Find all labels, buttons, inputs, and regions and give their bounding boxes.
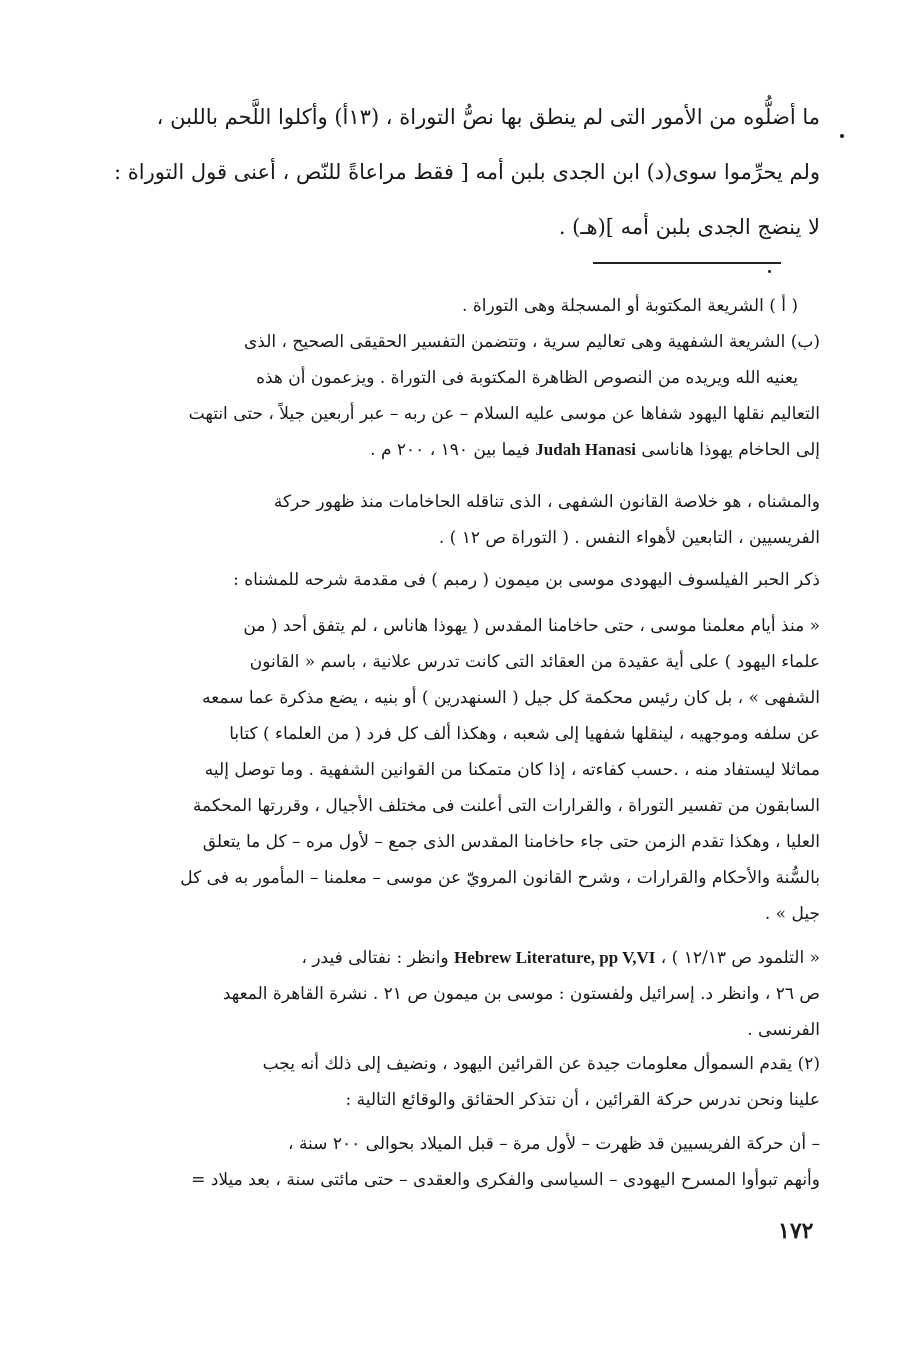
main-line: ما أضلُّوه من الأمور التى لم ينطق بها نصُّ التوراة ، (١٣أ) وأكلوا اللَّحم باللبن ،: [156, 105, 820, 129]
maimonides-intro-line: ذكر الحبر الفيلسوف اليهودى موسى بن ميمون ( رمبم ) فى مقدمة شرحه للمشناه :: [233, 570, 820, 590]
quote-line: السابقون من تفسير التوراة ، والقرارات التى أعلنت فى مختلف الأجيال ، وقررتها المحكمة: [192, 796, 820, 816]
footnote-b-line: التعاليم نقلها اليهود شفاها عن موسى عليه السلام – عن ربه – عبر أربعين جيلاً ، حتى انتهت: [188, 404, 820, 424]
footnote-b-last-line: [108, 432, 820, 468]
note-2: [108, 1046, 820, 1118]
footnote-b-last-arabic-end: فيما بين ١٩٠ ، ٢٠٠ م .: [370, 440, 530, 460]
reference-line: الفرنسى .: [747, 1020, 820, 1040]
reference-first-line: [108, 940, 820, 976]
point-line: – أن حركة الفريسيين قد ظهرت – لأول مرة – قبل الميلاد بحوالى ٢٠٠ سنة ،: [288, 1134, 820, 1154]
quote-line: « منذ أيام معلمنا موسى ، حتى حاخامنا المقدس ( يهوذا هاناس ، لم يتفق أحد ( من: [243, 616, 820, 636]
quote-line: بالسُّنة والأحكام والقرارات ، وشرح القانون المرويّ عن موسى – معلمنا – المأمور به فى كل: [180, 868, 820, 888]
footnote-b-last-arabic: إلى الحاخام يهوذا هاناسى: [641, 440, 820, 460]
mishnah-line: والمشناه ، هو خلاصة القانون الشفهى ، الذى تناقله الحاخامات منذ ظهور حركة: [273, 492, 820, 512]
main-line: ولم يحرِّموا سوى(د) ابن الجدى بلبن أمه [ فقط مراعاةً للنّص ، أعنى قول التوراة :: [114, 160, 820, 184]
page-number: ١٧٢: [778, 1218, 814, 1244]
footnote-separator: [593, 262, 781, 264]
maimonides-quote: [108, 608, 820, 932]
reference-line: ص ٢٦ ، وانظر د. إسرائيل ولفستون : موسى بن ميمون ص ٢١ . نشرة القاهرة المعهد: [222, 984, 820, 1004]
quote-line: علماء اليهود ) على أية عقيدة من العقائد التى كانت تدرس علانية ، باسم « القانون: [249, 652, 820, 672]
quote-line: جيل » .: [764, 904, 820, 924]
reference-arabic-end: وانظر : نفتالى فيدر ،: [301, 948, 449, 968]
hebrew-literature-latin: Hebrew Literature, pp V,VI: [454, 948, 656, 967]
footnote-a: ( أ ) الشريعة المكتوبة أو المسجلة وهى التوراة .: [462, 296, 798, 316]
quote-line: العليا ، وهكذا تقدم الزمن حتى جاء حاخامنا المقدس الذى جمع – لأول مره – كل ما يتعلق: [202, 832, 820, 852]
footnote-b-line: (ب) الشريعة الشفهية وهى تعاليم سرية ، وتتضمن التفسير الحقيقى الصحيح ، الذى: [244, 332, 820, 352]
point-line: وأنهم تبوأوا المسرح اليهودى – السياسى والفكرى والعقدى – حتى مائتى سنة ، بعد ميلاد =: [191, 1170, 820, 1190]
quote-line: مماثلا ليستفاد منه ، .حسب كفاءته ، إذا كان متمكنا من القوانين الشفهية . وما توصل إليه: [204, 760, 820, 780]
ink-speck: [840, 134, 844, 138]
footnote-b-line: يعنيه الله ويريده من النصوص الظاهرة المكتوبة فى التوراة . ويزعمون أن هذه: [256, 368, 798, 388]
ink-speck: [768, 270, 771, 273]
main-text: [108, 90, 820, 255]
reference-note: [108, 940, 820, 1048]
quote-line: الشفهى » ، بل كان رئيس محكمة كل جيل ( السنهدرين ) أو بنيه ، يضع مذكرة عما سمعه: [202, 688, 820, 708]
note-2-points: [108, 1126, 820, 1198]
main-line: لا ينضج الجدى بلبن أمه ](هـ) .: [558, 215, 820, 239]
note-2-line: (٢) يقدم السموأل معلومات جيدة عن القرائين اليهود ، ونضيف إلى ذلك أنه يجب: [262, 1054, 820, 1074]
mishnah-note: [108, 484, 820, 556]
quote-line: عن سلفه وموجهيه ، لينقلها شفهيا إلى شعبه ، وهكذا ألف كل فرد ( من العلماء ) كتابا: [229, 724, 820, 744]
maimonides-intro: [108, 562, 820, 598]
judah-hanasi-latin: Judah Hanasi: [535, 440, 636, 459]
mishnah-line: الفريسيين ، التابعين لأهواء النفس . ( التوراة ص ١٢ ) .: [438, 528, 820, 548]
note-2-line: علينا ونحن ندرس حركة القرائين ، أن نتذكر الحقائق والوقائع التالية :: [345, 1090, 820, 1110]
footnotes: [108, 288, 820, 468]
reference-arabic: « التلمود ص ١٢/١٣ ) ،: [660, 948, 820, 968]
